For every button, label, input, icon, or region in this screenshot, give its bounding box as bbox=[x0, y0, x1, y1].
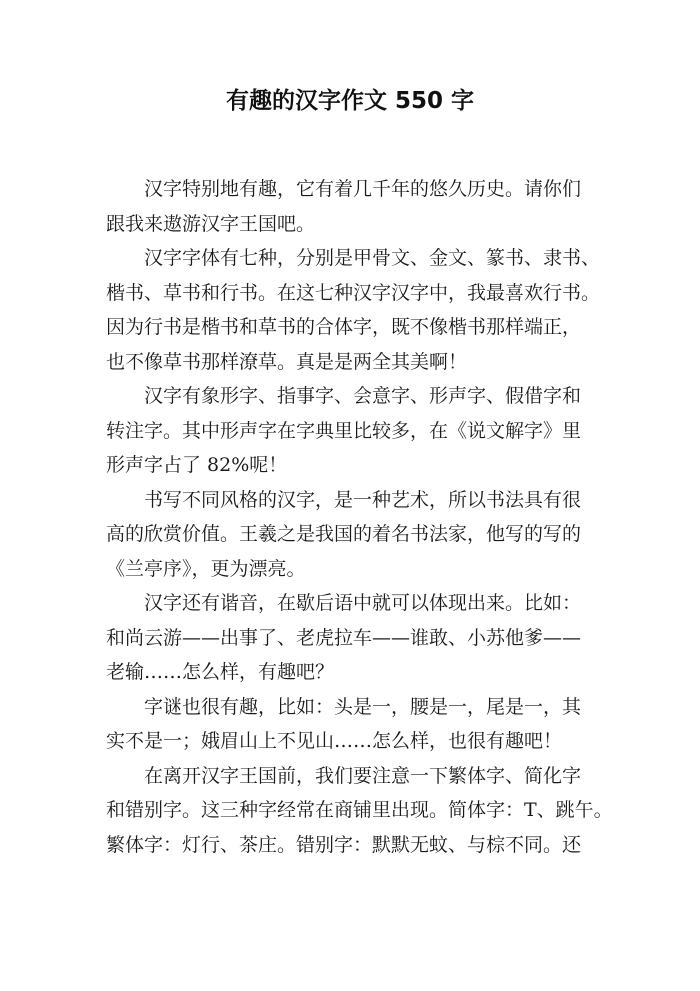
paragraph-line: 繁体字：灯行、茶庄。错别字：默默无蚊、与棕不同。还 bbox=[106, 833, 582, 856]
paragraph bbox=[106, 241, 602, 379]
paragraph bbox=[106, 690, 602, 759]
paragraph-line: 转注字。其中形声字在字典里比较多，在《说文解字》里 bbox=[106, 419, 582, 442]
paragraph-line: 汉字有象形字、指事字、会意字、形声字、假借字和 bbox=[144, 385, 582, 407]
paragraph-line: 《兰亭序》，更为漂亮。 bbox=[106, 557, 306, 580]
paragraph-line: 高的欣赏价值。王羲之是我国的着名书法家，他写的写的 bbox=[106, 523, 582, 545]
paragraph-line: 和错别字。这三种字经常在商铺里出现。简体字：T、跳午。 bbox=[106, 799, 613, 821]
paragraph bbox=[106, 379, 602, 483]
paragraph bbox=[106, 483, 602, 587]
paragraph-line: 汉字还有谐音，在歇后语中就可以体现出来。比如： bbox=[144, 592, 582, 614]
paragraph-line: 也不像草书那样潦草。真是是两全其美啊！ bbox=[106, 350, 468, 373]
paragraph-line: 老输……怎么样，有趣吧？ bbox=[106, 661, 335, 683]
paragraph-line: 字谜也很有趣，比如：头是一，腰是一，尾是一，其 bbox=[144, 695, 582, 718]
paragraph bbox=[106, 172, 602, 241]
paragraph bbox=[106, 759, 613, 863]
paragraph bbox=[106, 586, 602, 690]
paragraph-line: 实不是一；娥眉山上不见山……怎么样，也很有趣吧！ bbox=[106, 730, 563, 752]
paragraph-line: 汉字字体有七种，分别是甲骨文、金文、篆书、隶书、 bbox=[144, 247, 601, 269]
paragraph-line: 跟我来遨游汉字王国吧。 bbox=[106, 212, 316, 235]
document-title: 有趣的汉字作文 550 字 bbox=[225, 88, 475, 114]
paragraph-line: 汉字特别地有趣，它有着几千年的悠久历史。请你们 bbox=[144, 178, 582, 200]
paragraph-line: 形声字占了 82%呢！ bbox=[106, 454, 288, 476]
document-body bbox=[106, 172, 613, 862]
paragraph-line: 楷书、草书和行书。在这七种汉字汉字中，我最喜欢行书。 bbox=[106, 281, 601, 304]
paragraph-line: 在离开汉字王国前，我们要注意一下繁体字、简化字 bbox=[144, 764, 582, 787]
paragraph-line: 书写不同风格的汉字，是一种艺术，所以书法具有很 bbox=[144, 488, 582, 511]
paragraph-line: 因为行书是楷书和草书的合体字，既不像楷书那样端正， bbox=[106, 316, 582, 338]
paragraph-line: 和尚云游——出事了、老虎拉车——谁敢、小苏他爹—— bbox=[106, 626, 582, 649]
